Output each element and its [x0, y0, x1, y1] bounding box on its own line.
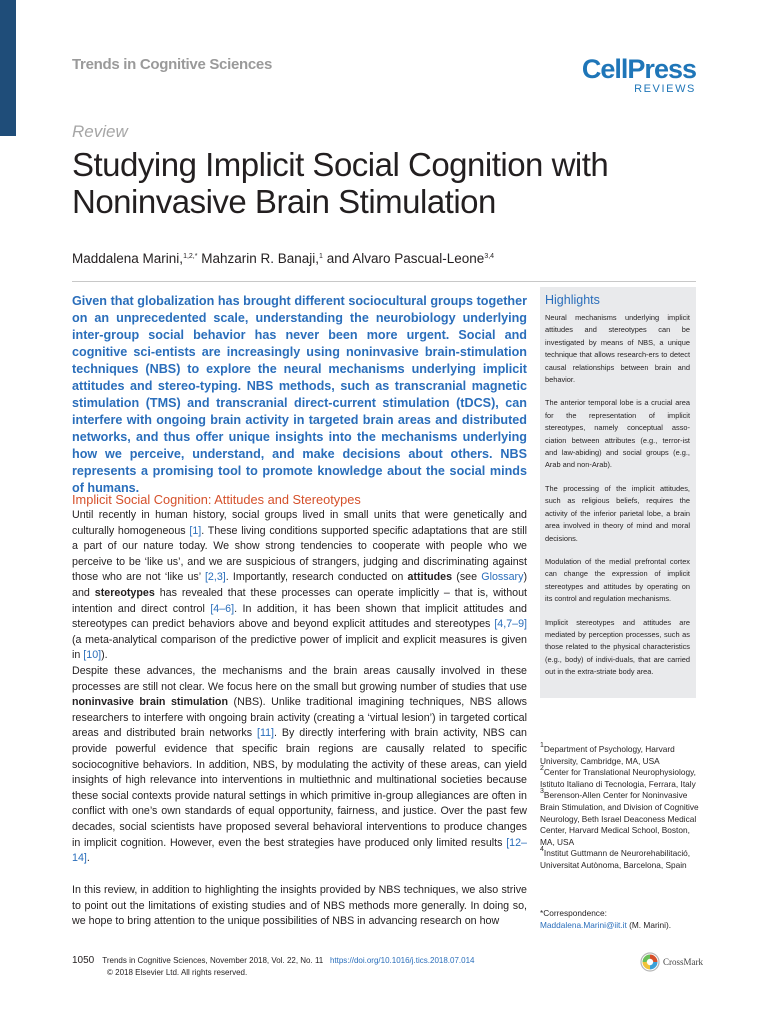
reference-link[interactable]: [11]	[256, 727, 275, 740]
reference-link[interactable]: [2,3]	[204, 571, 226, 584]
page-number: 1050	[72, 955, 95, 966]
glossary-link[interactable]: Glossary	[481, 571, 524, 584]
author-name: and Alvaro Pascual-Leone	[322, 251, 485, 266]
glossary-term: stereotypes	[94, 586, 155, 599]
section-heading: Implicit Social Cognition: Attitudes and Stereotypes	[72, 492, 361, 507]
doi-link[interactable]: https://doi.org/10.1016/j.tics.2018.07.014	[329, 956, 475, 965]
correspondence-label: *Correspondence:	[540, 908, 607, 918]
abstract: Given that globalization has brought different sociocultural groups together on an unprecedented scale, understanding the neurobiology underlying inter-group social behavior has never been more urgent. Social and cognitive sci-entists are increasingly using noninvasive brain-stimulation techniques (NBS) to explore the neural mechanisms underlying implicit attitudes and stereo-typing. NBS methods, such as transcranial magnetic stimulation (TMS) and transcranial direct-current stimulation (tDCS), can interfere with ongoing brain activity in targeted brain areas and distributed networks, and thus offer unique insights into the mechanisms underlying how we perceive, understand, and make decisions about others. NBS represents a promising tool to promote knowledge about the social minds of humans.	[72, 294, 527, 495]
highlight-item: The anterior temporal lobe is a crucial area for the representation of implicit stereotypes, namely conceptual asso-ciation between attributes (e.g., terror-ist and law-abiding) and social groups (e.g., Arab and non-Arab).	[545, 398, 690, 470]
article-title: Studying Implicit Social Cognition with Noninvasive Brain Stimulation	[72, 146, 609, 220]
logo-sub-text: REVIEWS	[634, 83, 696, 95]
highlight-item: The processing of the implicit attitudes, such as religious beliefs, requires the activity of the inferior parietal lobe, a brain area involved in theory of mind and moral decisions.	[545, 483, 690, 543]
affiliation-marker: 1	[319, 253, 323, 260]
reference-link[interactable]: [4–6]	[210, 602, 235, 615]
affiliation-marker: 1,2,*	[183, 253, 198, 260]
body-paragraph: In this review, in addition to highlighting the insights provided by NBS techniques, we also strive to point out the limitations of existing studies and of NBS methods more generally. In doing so, we hope to bring attention to the unique possibilities of NBS in advancing research on how	[72, 884, 527, 928]
copyright: © 2018 Elsevier Ltd. All rights reserved.	[107, 968, 248, 977]
reference-link[interactable]: [10]	[83, 649, 102, 662]
author-name: Maddalena Marini,	[72, 251, 184, 266]
cellpress-logo[interactable]	[582, 56, 696, 95]
affiliation-item: $^2$Center for Translational Neurophysiology, Istituto Italiano di Tecnologia, Ferrara, Italy	[540, 765, 696, 789]
glossary-term: noninvasive brain stimulation	[72, 696, 228, 709]
glossary-term: attitudes	[407, 571, 453, 584]
citation-text: Trends in Cognitive Sciences, November 2018, Vol. 22, No. 11	[102, 956, 324, 965]
highlights-box	[540, 287, 696, 698]
body-paragraph: Despite these advances, the mechanisms and the brain areas causally involved in these processes are still not clear. We focus here on the small but growing number of studies that use noninvasive brain stimulation (NBS). Unlike traditional imagining techniques, NBS allows researchers to interfere with ongoing brain activity (creating a ‘virtual lesion’) in targeted cortical areas and distributed brain networks [11]. By directly interfering with brain activity, NBS can provide powerful evidence that specific brain regions are causally related to specific sociocognitive behaviors. In addition, NBS, by modulating the activity of these areas, can yield insights of high relevance into interventions in multiethnic and multinational societies because these social contexts provide natural settings in which primitive in-group allegiances are often in conflict with one’s own standards of equal opportunity, fairness, and justice. Over the past few decades, social scientists have proposed several behavioral interventions to produce changes in implicit cognition. However, even the best strategies have produced only limited results [12–14].	[72, 665, 527, 865]
header-divider	[72, 281, 696, 282]
journal-side-bar	[0, 0, 16, 136]
logo-main-text: CellPress	[581, 54, 696, 84]
highlight-item: Implicit stereotypes and attitudes are mediated by perception processes, such as those related to the physical characteristics (e.g., body) of indivi-duals, that are carried out in the extra-striate body area.	[545, 617, 690, 677]
correspondence-name: (M. Marini).	[626, 919, 672, 930]
affiliation-item: $^3$Berenson-Allen Center for Noninvasive Brain Stimulation, and Division of Cognitive Neurology, Beth Israel Deaconess Medical Center, Harvard Medical School, Boston, MA, USA	[540, 788, 699, 847]
author-list	[72, 251, 494, 266]
crossmark-badge[interactable]	[640, 952, 703, 972]
highlight-item: Modulation of the medial prefrontal cortex can change the expression of implicit stereotypes and attitudes by operating on its control and regulation mechanisms.	[545, 556, 690, 604]
journal-name: Trends in Cognitive Sciences	[72, 56, 272, 73]
reference-link[interactable]: [1]	[189, 524, 202, 537]
article-type: Review	[72, 122, 128, 141]
crossmark-label: CrossMark	[663, 957, 703, 967]
affiliations	[540, 744, 700, 872]
page-footer	[72, 955, 474, 979]
crossmark-icon	[640, 952, 660, 972]
affiliation-item: $^1$Department of Psychology, Harvard University, Cambridge, MA, USA	[540, 742, 675, 766]
reference-link[interactable]: [4,7–9]	[494, 618, 527, 631]
correspondence-email[interactable]: Maddalena.Marini@iit.it	[540, 919, 627, 930]
affiliation-item: $^4$Institut Guttmann de Neurorehabilitació, Universitat Autònoma, Barcelona, Spain	[540, 846, 691, 870]
reference-link[interactable]: [12–14]	[72, 836, 527, 865]
highlights-title: Highlights	[545, 293, 600, 307]
highlight-item: Neural mechanisms underlying implicit attitudes and stereotypes can be investigated by means of NBS, a unique technique that allows research-ers to detect causal relationships between brain and behavior.	[545, 313, 690, 385]
correspondence	[540, 908, 700, 931]
author-name: Mahzarin R. Banaji,	[197, 251, 320, 266]
affiliation-marker: 3,4	[484, 253, 495, 260]
body-paragraph: Until recently in human history, social groups lived in small units that were genetically and culturally homogeneous [1]. These living conditions supported specific adaptations that are still a part of our nature today. We show strong tendencies to cooperate with people who we perceive to be ‘like us’, and we are suspicious of strangers, judging and discriminating against those who are not ‘like us’ [2,3]. Importantly, research conducted on attitudes (see Glossary) and stereotypes has revealed that these processes can operate implicitly – that is, without intention and direct control [4–6]. In addition, it has been shown that implicit attitudes and stereotypes can predict behaviors above and beyond explicit attitudes and stereotypes [4,7–9] (a meta-analytical comparison of the predictive power of implicit and explicit measures is given in [10]).	[72, 509, 528, 662]
